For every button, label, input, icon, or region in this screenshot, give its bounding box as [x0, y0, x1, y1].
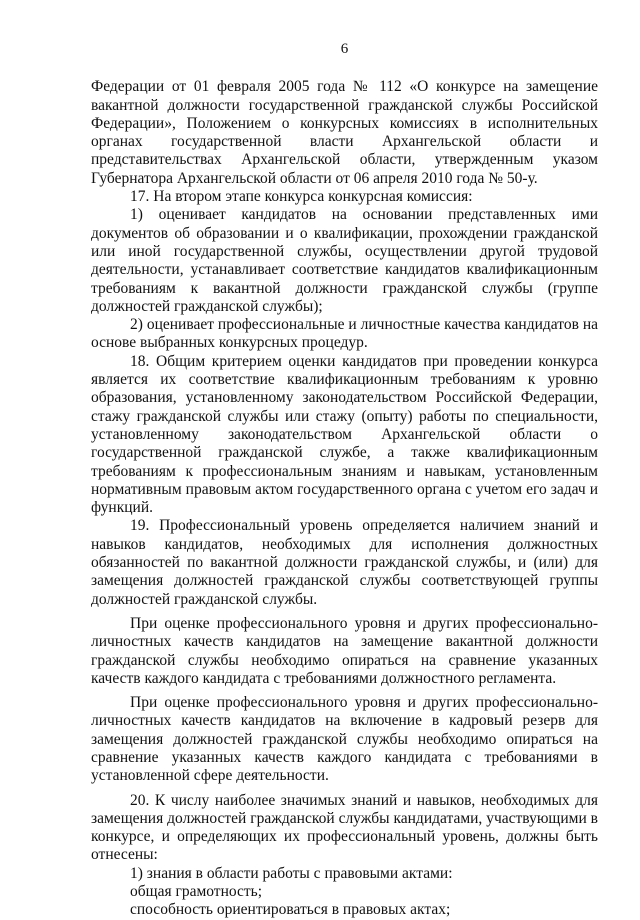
- paragraph-17: 17. На втором этапе конкурса конкурсная комиссия:: [130, 188, 473, 206]
- page-number: 6: [340, 41, 349, 57]
- paragraph-19-note-b: При оценке профессионального уровня и других профессионально-личностных качеств кандидатов на включение в кадровый резерв для замещения должностей гражданской службы необходимо опираться на сравнение указанных качеств каждого кандидата с требованиями в установленной сфере деятельности.: [91, 694, 598, 785]
- paragraph-17-item-2: 2) оценивает профессиональные и личностные качества кандидатов на основе выбранных конкурсных процедур.: [91, 316, 598, 352]
- list-item-legal-acts: 1) знания в области работы с правовыми актами:: [130, 864, 453, 882]
- paragraph-19: 19. Профессиональный уровень определяется наличием знаний и навыков кандидатов, необходимых для исполнения должностных обязанностей по вакантной должности гражданской службы, и (или) для замещения должностей гражданской службы соответствующей группы должностей гражданской службы.: [91, 517, 598, 608]
- paragraph-20: 20. К числу наиболее значимых знаний и навыков, необходимых для замещения должностей гражданской службы кандидатами, участвующими в конкурсе, и определяющих их профессиональный уровень, должны быть отнесены:: [91, 791, 598, 864]
- paragraph-continuation: Федерации от 01 февраля 2005 года № 112 «О конкурсе на замещение вакантной должности государственной гражданской службы Российской Федерации», Положением о конкурсных комиссиях в исполнительных органах государственной власти Архангельской области и представительствах Архангельской области, утвержденным указом Губернатора Архангельской области от 06 апреля 2010 года № 50-у.: [91, 78, 598, 187]
- paragraph-18: 18. Общим критерием оценки кандидатов при проведении конкурса является их соответствие квалификационным требованиям к уровню образования, установленному законодательством Российской Федерации, стажу гражданской службы или стажу (опыту) работы по специальности, установленному законодательством Архангельской области о государственной гражданской службе, а также квалификационным требованиям к профессиональным знаниям и навыкам, установленным нормативным правовым актом государственного органа с учетом его задач и функций.: [91, 352, 598, 517]
- document-page: [91, 40, 598, 920]
- paragraph-19-note-a: При оценке профессионального уровня и других профессионально-личностных качеств кандидатов на замещение вакантной должности гражданской службы необходимо опираться на сравнение указанных качеств каждого кандидата с требованиями должностного регламента.: [91, 614, 598, 687]
- list-item-literacy: общая грамотность;: [130, 883, 263, 901]
- paragraph-17-item-1: 1) оценивает кандидатов на основании представленных ими документов об образовании и о квалификации, прохождении гражданской или иной государственной службы, осуществлении другой трудовой деятельности, устанавливает соответствие кандидатов квалификационным требованиям к вакантной должности гражданской службы (группе должностей гражданской службы);: [91, 206, 598, 315]
- list-item-orientation: способность ориентироваться в правовых актах;: [130, 901, 451, 919]
